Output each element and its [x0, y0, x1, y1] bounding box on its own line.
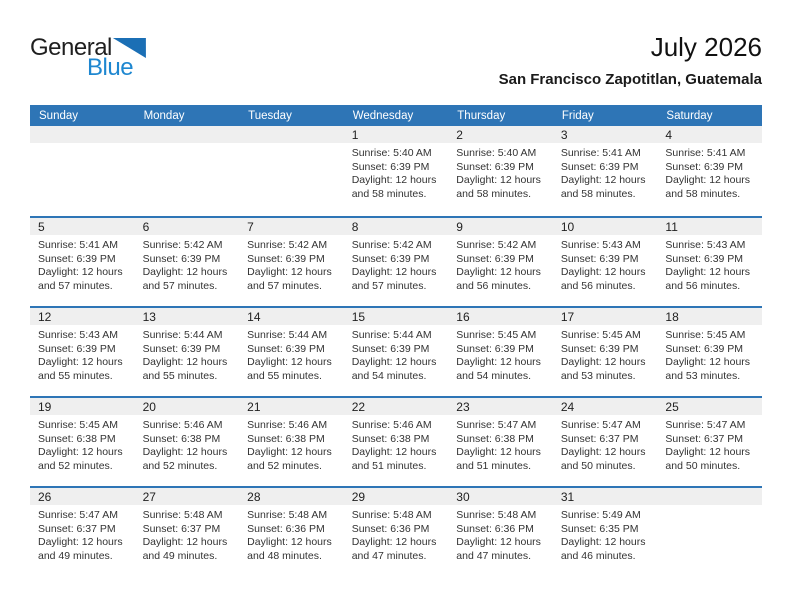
day-number: 10 [553, 218, 658, 235]
day-detail-line: and 58 minutes. [560, 187, 636, 200]
day-cell-30 [448, 488, 553, 576]
day-detail-line: Sunrise: 5:48 AM [351, 509, 432, 521]
day-number: 4 [657, 126, 762, 143]
day-detail-line: Daylight: 12 hours [560, 356, 646, 368]
day-details [344, 505, 449, 563]
day-header-tuesday: Tuesday [248, 109, 292, 122]
day-detail-line: Sunrise: 5:42 AM [142, 239, 223, 251]
day-band-empty [657, 488, 762, 505]
day-details [30, 143, 135, 147]
day-number: 7 [239, 218, 344, 235]
day-details [135, 415, 240, 473]
day-detail-line: Daylight: 12 hours [351, 174, 437, 186]
day-detail-line: Daylight: 12 hours [142, 266, 228, 278]
day-number: 12 [30, 308, 135, 325]
day-detail-line: and 55 minutes. [38, 369, 113, 382]
day-detail-line: Sunrise: 5:48 AM [247, 509, 328, 521]
day-details [553, 415, 658, 473]
day-detail-line: Sunrise: 5:45 AM [456, 329, 537, 341]
day-detail-line: Daylight: 12 hours [351, 356, 437, 368]
day-detail-line: and 58 minutes. [351, 187, 427, 200]
day-detail-line: and 54 minutes. [456, 369, 531, 382]
day-detail-line: Sunset: 6:36 PM [247, 522, 325, 535]
day-detail-line: and 57 minutes. [247, 279, 322, 292]
day-number: 14 [239, 308, 344, 325]
day-detail-line: Sunset: 6:36 PM [456, 522, 534, 535]
day-detail-line: Sunset: 6:37 PM [560, 432, 639, 445]
day-detail-line: Sunset: 6:39 PM [247, 342, 325, 355]
day-detail-line: Daylight: 12 hours [247, 356, 332, 368]
day-details [30, 505, 135, 563]
day-detail-line: Daylight: 12 hours [142, 446, 228, 458]
day-cell-27 [135, 488, 240, 576]
day-detail-line: Daylight: 12 hours [351, 266, 437, 278]
day-detail-line: Sunrise: 5:40 AM [351, 147, 432, 159]
logo-text-blue: Blue [87, 54, 134, 81]
day-detail-line: Sunrise: 5:41 AM [38, 239, 118, 251]
day-detail-line: and 51 minutes. [351, 459, 427, 472]
day-detail-line: and 56 minutes. [665, 279, 741, 292]
day-number: 6 [135, 218, 240, 235]
day-cell-13 [135, 308, 240, 396]
day-details [553, 235, 658, 293]
day-detail-line: Sunset: 6:38 PM [351, 432, 430, 445]
day-cell-24 [553, 398, 658, 486]
day-details [448, 235, 553, 293]
day-cell-4 [657, 126, 762, 216]
day-details [448, 415, 553, 473]
day-detail-line: Sunrise: 5:44 AM [351, 329, 432, 341]
day-detail-line: Daylight: 12 hours [456, 266, 541, 278]
day-detail-line: and 58 minutes. [456, 187, 531, 200]
day-detail-line: Sunrise: 5:44 AM [247, 329, 328, 341]
day-detail-line: Sunset: 6:38 PM [142, 432, 221, 445]
day-details [657, 325, 762, 383]
day-cell-17 [553, 308, 658, 396]
day-detail-line: Sunrise: 5:43 AM [665, 239, 746, 251]
day-cell-7 [239, 218, 344, 306]
day-cell-empty [135, 126, 240, 216]
day-detail-line: Sunset: 6:39 PM [38, 342, 116, 355]
day-number: 9 [448, 218, 553, 235]
day-details [135, 325, 240, 383]
day-detail-line: and 54 minutes. [351, 369, 427, 382]
day-detail-line: Daylight: 12 hours [142, 536, 228, 548]
day-number: 20 [135, 398, 240, 415]
day-detail-line: and 55 minutes. [142, 369, 218, 382]
day-detail-line: and 57 minutes. [38, 279, 113, 292]
day-detail-line: Daylight: 12 hours [38, 266, 123, 278]
day-details [239, 325, 344, 383]
day-number: 19 [30, 398, 135, 415]
day-band-empty [135, 126, 240, 143]
day-details [553, 143, 658, 201]
day-cell-1 [344, 126, 449, 216]
day-details [553, 325, 658, 383]
day-detail-line: Sunset: 6:38 PM [38, 432, 116, 445]
day-detail-line: Daylight: 12 hours [665, 356, 751, 368]
day-number: 26 [30, 488, 135, 505]
day-number: 17 [553, 308, 658, 325]
day-detail-line: and 53 minutes. [560, 369, 636, 382]
day-number: 2 [448, 126, 553, 143]
day-details [239, 415, 344, 473]
day-detail-line: Sunrise: 5:48 AM [142, 509, 223, 521]
day-detail-line: Daylight: 12 hours [247, 446, 332, 458]
day-detail-line: Daylight: 12 hours [351, 536, 437, 548]
day-cell-2 [448, 126, 553, 216]
day-detail-line: and 56 minutes. [560, 279, 636, 292]
day-detail-line: and 58 minutes. [665, 187, 741, 200]
day-detail-line: Sunrise: 5:44 AM [142, 329, 223, 341]
day-detail-line: Sunrise: 5:49 AM [560, 509, 641, 521]
day-number: 3 [553, 126, 658, 143]
page-subtitle: San Francisco Zapotitlan, Guatemala [498, 71, 762, 88]
day-details [344, 415, 449, 473]
day-detail-line: and 47 minutes. [456, 549, 531, 562]
calendar-grid [30, 126, 762, 576]
day-detail-line: Sunset: 6:36 PM [351, 522, 430, 535]
day-detail-line: Sunset: 6:39 PM [456, 252, 534, 265]
day-detail-line: Daylight: 12 hours [247, 536, 332, 548]
day-number: 27 [135, 488, 240, 505]
day-number: 28 [239, 488, 344, 505]
day-detail-line: Sunrise: 5:42 AM [351, 239, 432, 251]
day-detail-line: Daylight: 12 hours [560, 446, 646, 458]
day-cell-6 [135, 218, 240, 306]
day-cell-16 [448, 308, 553, 396]
day-detail-line: and 56 minutes. [456, 279, 531, 292]
day-cell-15 [344, 308, 449, 396]
day-cell-28 [239, 488, 344, 576]
day-cell-19 [30, 398, 135, 486]
day-cell-21 [239, 398, 344, 486]
page-title: July 2026 [650, 32, 762, 62]
day-detail-line: Daylight: 12 hours [665, 446, 751, 458]
day-detail-line: Sunset: 6:39 PM [665, 252, 744, 265]
day-number: 1 [344, 126, 449, 143]
day-detail-line: Sunrise: 5:43 AM [38, 329, 118, 341]
day-cell-26 [30, 488, 135, 576]
day-number: 24 [553, 398, 658, 415]
day-detail-line: Sunset: 6:39 PM [142, 252, 221, 265]
day-detail-line: Sunrise: 5:47 AM [456, 419, 537, 431]
day-detail-line: and 50 minutes. [560, 459, 636, 472]
day-detail-line: Sunrise: 5:47 AM [560, 419, 641, 431]
day-cell-18 [657, 308, 762, 396]
day-detail-line: Daylight: 12 hours [456, 536, 541, 548]
day-cell-9 [448, 218, 553, 306]
day-cell-23 [448, 398, 553, 486]
day-detail-line: and 48 minutes. [247, 549, 322, 562]
logo-text-general: General [30, 34, 112, 61]
day-detail-line: Daylight: 12 hours [560, 266, 646, 278]
day-cell-8 [344, 218, 449, 306]
day-detail-line: Sunset: 6:38 PM [456, 432, 534, 445]
day-detail-line: Sunrise: 5:47 AM [665, 419, 746, 431]
day-cell-empty [657, 488, 762, 576]
day-detail-line: Sunrise: 5:45 AM [38, 419, 118, 431]
day-header-friday: Friday [561, 109, 594, 122]
week-row-1 [30, 126, 762, 216]
day-header-wednesday: Wednesday [352, 109, 414, 122]
day-detail-line: Sunset: 6:38 PM [247, 432, 325, 445]
day-details [657, 505, 762, 509]
day-cell-10 [553, 218, 658, 306]
day-detail-line: Daylight: 12 hours [38, 356, 123, 368]
day-detail-line: Sunset: 6:39 PM [665, 342, 744, 355]
week-row-4 [30, 396, 762, 486]
title-block [499, 32, 762, 88]
day-header-thursday: Thursday [457, 109, 506, 122]
day-cell-empty [239, 126, 344, 216]
page-header [30, 0, 762, 105]
day-detail-line: and 57 minutes. [142, 279, 218, 292]
day-detail-line: Sunrise: 5:42 AM [247, 239, 328, 251]
week-row-2 [30, 216, 762, 306]
day-detail-line: Sunset: 6:39 PM [142, 342, 221, 355]
day-detail-line: Sunrise: 5:48 AM [456, 509, 537, 521]
day-header-row [30, 105, 762, 126]
day-details [135, 505, 240, 563]
day-detail-line: Sunset: 6:39 PM [560, 160, 639, 173]
day-detail-line: Sunset: 6:39 PM [351, 160, 430, 173]
day-number: 15 [344, 308, 449, 325]
day-number: 5 [30, 218, 135, 235]
day-detail-line: and 49 minutes. [142, 549, 218, 562]
day-cell-12 [30, 308, 135, 396]
day-detail-line: Daylight: 12 hours [456, 446, 541, 458]
day-detail-line: Sunset: 6:39 PM [665, 160, 744, 173]
day-number: 22 [344, 398, 449, 415]
day-detail-line: Daylight: 12 hours [665, 174, 751, 186]
day-details [344, 235, 449, 293]
day-cell-3 [553, 126, 658, 216]
day-detail-line: Sunrise: 5:43 AM [560, 239, 641, 251]
day-detail-line: Daylight: 12 hours [456, 356, 541, 368]
day-detail-line: and 50 minutes. [665, 459, 741, 472]
day-detail-line: and 52 minutes. [38, 459, 113, 472]
day-detail-line: Sunrise: 5:47 AM [38, 509, 118, 521]
day-detail-line: Sunrise: 5:40 AM [456, 147, 537, 159]
day-number: 23 [448, 398, 553, 415]
day-detail-line: Sunset: 6:39 PM [38, 252, 116, 265]
day-details [448, 325, 553, 383]
day-cell-31 [553, 488, 658, 576]
day-details [135, 143, 240, 147]
week-row-5 [30, 486, 762, 576]
day-cell-11 [657, 218, 762, 306]
day-header-sunday: Sunday [39, 109, 79, 122]
day-details [344, 325, 449, 383]
day-detail-line: Sunset: 6:39 PM [247, 252, 325, 265]
day-detail-line: Daylight: 12 hours [560, 536, 646, 548]
day-number: 21 [239, 398, 344, 415]
day-header-monday: Monday [143, 109, 185, 122]
day-band-empty [239, 126, 344, 143]
day-details [344, 143, 449, 201]
day-detail-line: Sunset: 6:39 PM [456, 342, 534, 355]
day-cell-22 [344, 398, 449, 486]
day-detail-line: Daylight: 12 hours [351, 446, 437, 458]
day-detail-line: Daylight: 12 hours [560, 174, 646, 186]
day-detail-line: and 57 minutes. [351, 279, 427, 292]
day-number: 11 [657, 218, 762, 235]
day-detail-line: Sunrise: 5:42 AM [456, 239, 537, 251]
week-row-3 [30, 306, 762, 396]
day-detail-line: Sunset: 6:35 PM [560, 522, 639, 535]
day-detail-line: and 51 minutes. [456, 459, 531, 472]
day-detail-line: Sunset: 6:39 PM [351, 342, 430, 355]
day-cell-25 [657, 398, 762, 486]
day-detail-line: Sunset: 6:39 PM [456, 160, 534, 173]
day-detail-line: Sunrise: 5:46 AM [247, 419, 328, 431]
day-details [239, 143, 344, 147]
day-detail-line: Daylight: 12 hours [38, 446, 123, 458]
day-detail-line: Sunset: 6:39 PM [560, 252, 639, 265]
day-detail-line: Daylight: 12 hours [142, 356, 228, 368]
day-details [30, 235, 135, 293]
day-number: 31 [553, 488, 658, 505]
day-detail-line: Sunrise: 5:46 AM [142, 419, 223, 431]
day-detail-line: Daylight: 12 hours [456, 174, 541, 186]
day-detail-line: and 49 minutes. [38, 549, 113, 562]
day-detail-line: Sunrise: 5:46 AM [351, 419, 432, 431]
day-detail-line: Sunset: 6:39 PM [560, 342, 639, 355]
day-details [30, 325, 135, 383]
day-detail-line: Sunset: 6:37 PM [142, 522, 221, 535]
day-details [657, 235, 762, 293]
day-header-saturday: Saturday [666, 109, 713, 122]
day-details [448, 505, 553, 563]
day-number: 29 [344, 488, 449, 505]
day-details [239, 235, 344, 293]
calendar [30, 105, 762, 576]
day-detail-line: and 55 minutes. [247, 369, 322, 382]
day-band-empty [30, 126, 135, 143]
general-blue-logo [30, 36, 146, 80]
day-cell-20 [135, 398, 240, 486]
day-number: 18 [657, 308, 762, 325]
day-details [30, 415, 135, 473]
day-number: 16 [448, 308, 553, 325]
day-number: 13 [135, 308, 240, 325]
day-detail-line: and 53 minutes. [665, 369, 741, 382]
day-detail-line: Sunrise: 5:45 AM [560, 329, 641, 341]
day-details [448, 143, 553, 201]
day-detail-line: Sunrise: 5:41 AM [665, 147, 746, 159]
day-detail-line: Sunset: 6:37 PM [665, 432, 744, 445]
day-cell-5 [30, 218, 135, 306]
day-detail-line: Sunrise: 5:41 AM [560, 147, 641, 159]
day-detail-line: and 52 minutes. [247, 459, 322, 472]
day-cell-14 [239, 308, 344, 396]
day-detail-line: Sunset: 6:37 PM [38, 522, 116, 535]
day-cell-empty [30, 126, 135, 216]
day-detail-line: Sunset: 6:39 PM [351, 252, 430, 265]
day-details [239, 505, 344, 563]
day-detail-line: and 47 minutes. [351, 549, 427, 562]
day-detail-line: and 52 minutes. [142, 459, 218, 472]
day-details [135, 235, 240, 293]
day-detail-line: Sunrise: 5:45 AM [665, 329, 746, 341]
day-details [553, 505, 658, 563]
day-details [657, 415, 762, 473]
day-number: 8 [344, 218, 449, 235]
day-detail-line: Daylight: 12 hours [38, 536, 123, 548]
day-detail-line: Daylight: 12 hours [247, 266, 332, 278]
day-number: 30 [448, 488, 553, 505]
day-detail-line: and 46 minutes. [560, 549, 636, 562]
day-number: 25 [657, 398, 762, 415]
day-cell-29 [344, 488, 449, 576]
day-detail-line: Daylight: 12 hours [665, 266, 751, 278]
day-details [657, 143, 762, 201]
